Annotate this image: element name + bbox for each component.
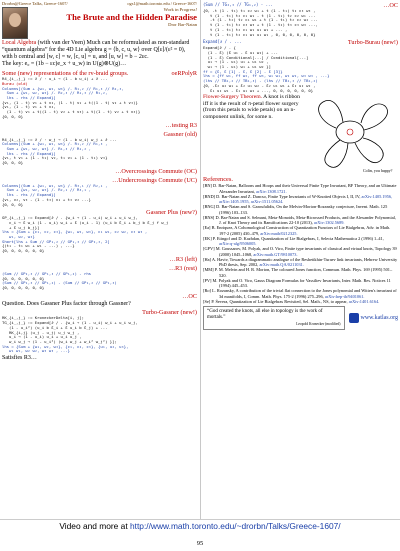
references-heading: References. — [203, 176, 233, 184]
header-right: ogs1@math.toronto.edu / Greece-1607/ — [127, 1, 197, 6]
section-testing-r3-tag: …testing R3 — [165, 121, 197, 129]
turbo-burau-label: Expand[∂ / . ... — [203, 39, 242, 45]
satisfies-r3: Satisfies R3… — [2, 355, 37, 362]
section-gassner-plus-tag: Gassner Plus (new?) — [146, 209, 197, 217]
reference-item: [BN] D. Bar-Natan, Balloons and Hoops and their Universal Finite Type Invariant, BF Theory, and an Ultimate Alexander Invariant, arXiv:1308.1721. — [203, 183, 397, 194]
title-row — [0, 6, 199, 39]
face-shape — [9, 13, 21, 27]
reference-item: [Se] P. Ševera, Quantization of Lie Bialgebras Revisited, Sel. Math., NS, to appear, arXiv:1401.6164. — [203, 298, 380, 304]
flower-surgery-block — [203, 94, 398, 174]
section-oc — [2, 168, 197, 175]
kronecker-quote — [203, 306, 345, 330]
reference-item: [Ha] A. Haviv, Towards a diagrammatic analogue of the Reshetikhin-Turaev link invariants, Hebrew University PhD thesis, Sep. 2002, arXiv:math.QA/0211031. — [203, 256, 398, 267]
reference-link[interactable]: arXiv:1308.1721. — [256, 188, 287, 194]
page-number: 95 — [196, 540, 204, 547]
section-reps-label: Some (new) representations of the rv-braid groups. — [2, 70, 129, 78]
section-uc-tag: …Undercrossings Commute (UC) — [112, 176, 197, 184]
question-paragraph: Question. Does Gassner Plus factor through Gassner? — [2, 300, 131, 307]
header-left: Drorbn@Greece Talks, Greece-1607/ — [2, 1, 68, 6]
reference-link[interactable]: arXiv:math.GT/9810073. — [253, 251, 298, 257]
references-list — [201, 183, 400, 304]
code-block-gassner-plus: GP_{i_,j_} := Expand[∂ / . {w_i → (1 - u_i) w_i + u_i w_j, c_i → ε w_i (1 - u_i) w_i + ε (u_i - 1) (u_i b ε_i + b_j b ε_j f w_j + ε u_j b_j}] lhs = {Sum + {c₁, c₂, c₃}, {w₁, w₂, w₃}, c₁ w₁, c₂ w₂, c₃ w₃ , w₁, w₂, w₃} Short[lhs + Sum // GP₁,₂ // GP₁,₃ // GP₂,₃, 2] {(t₁ - t₁ w₁ + w₁ - ...) , ...} {0, 0, 0, 0, 0, 0} — [2, 215, 169, 254]
reference-item: [PV] M. Polyak and O. Viro, Gauss Diagram Formulas for Vassiliev Invariants, Inter. Math. Res. Notices 11 (1994) 445–453. — [203, 277, 391, 288]
reference-item: [EK] P. Etingof and D. Kazhdan, Quantization of Lie Bialgebras, I, Selecta Mathematica 2 (1996) 1–41, arXiv:q-alg/9506005. — [203, 235, 384, 246]
figure-caption: Colin, you happy? — [363, 168, 393, 174]
katlas-logo-icon — [349, 313, 359, 323]
petal-bottom-right — [355, 138, 383, 163]
code-block-turbo-gassner: RK_{i_,j_} := KroneckerDelta[i, j]; TG_{i_,j_} := Expand[∂ / . {w_i → (1 - u_i) w_i + u_i w_j, (1 - u_i²) (u_i b ε_i + ε u_i b ε_j) + ... RK_{i,j} (u_j - u_j) u_j w_j , u_i → (1 - u_i) u_i + u_i u_j , w_i w_j → (1 - u_i²) (w_i w_j + w_i² w_j²) }]; lhs = {Sum + {w₁, w₂, w₃}, {c₁, c₂, c₃}, {u₁, u₂, u₃}, w₁ w₁, w₂ w₂, w₃ w₃ , ...} — [2, 315, 138, 354]
center-mark — [347, 129, 353, 135]
intro-text: (with van der Veen) Much can be reformulated as non-standard “quantum algebra” for the 4D Lie algebra g = ⟨b, c, u, w⟩ over Q[ε]/(ε² = 0), with b central and [w, c] = w, [c, u] = u, and [u, w] = b − 2εc. — [2, 40, 190, 60]
reference-item: [BNS] D. Bar-Natan and S. Selmani, Meta-Monoids, Meta-Bicrossed Products, and the Alexander Polynomial, J. of Knot Theory and its Ramifications 22-10 (2013), arXiv:1302.5689. — [203, 214, 396, 225]
flower-surgery-figure — [303, 94, 398, 174]
petal-bottom-left — [325, 140, 348, 167]
code-block-burau: R4_{i_,j_} := ∂ / · u_i → (1 - b u_i) + ∂ ... Burau (old) Columns[(Sum + {w₁, w₂, w₃} /. R₁,₂ // R₁,₃ // R₂,₃, Sum + {w₁, w₂, w₃} /. R₂,₃ // R₁,₃ // R₁,₂, lhs - rhs // Expand}] {v₁, (1 - t) v₁ + t v₂, (1 - t) v₁ + t((1 - t) v₂ + t v₃)} {v₁, (1 - t) v₁ + t v₂, (1 - t) v₁ + t((1 - t) v₂ + t v₃) + t((1 - t) v₂ + t v₃)} {0, 0, 0} — [2, 76, 141, 119]
quote-attribution: Leopold Kronecker (modified) — [296, 322, 341, 326]
reference-item: [MM] P. M. Melvin and H. R. Morton, The coloured Jones function, Commun. Math. Phys. 169 (1995) 501–520. — [203, 267, 393, 278]
intro-heading: Local Algebra — [2, 40, 37, 46]
section-oc-tag: …Overcrossings Commute (OC) — [115, 167, 197, 175]
katlas-badge[interactable] — [349, 313, 399, 323]
intro-paragraph — [2, 40, 197, 60]
reference-link[interactable]: arXiv:hep-th/9401061. — [324, 293, 365, 299]
quote-text: “God created the knots, all else in topology is the work of mortals.” — [207, 309, 323, 320]
section-r3-left — [2, 256, 197, 263]
reference-item: [BNG] D. Bar-Natan and S. Garoufalidis, On the Melvin-Morton-Rozansky conjecture, Invent. Math. 125 (1996) 103–133. — [203, 204, 388, 215]
code-block-gassner: R4_{i_,j_} := ∂ / · w_j → (1 - b w_i) w_j + ∂ ... Columns[(Sum + {w₁, w₂, w₃} /. R₁,₂ // R₁,₃ , Sum + {w₁, w₂, w₃} /. R₁,₃ // R₁,₂ , lhs - rhs // Expand}] {v₁, t v₁ + (1 - t₁) v₂, t₁ v₁ + (1 - t₁) v₃} {0, 0, 0} — [2, 136, 117, 166]
reference-item: [GPV] M. Goussarov, M. Polyak, and O. Viro, Finite type invariants of classical and virtual knots, Topology 39 (2000) 1045–1068, arXiv:math.GT/9810073. — [203, 246, 397, 257]
turbo-burau-tag: Turbo-Burau (new!) — [347, 39, 398, 47]
flower-surgery-body: A knot is ribbon iff it is the result of π-petal flower surgery (from this petals to wide petals) on an n-component unlink, for some n. — [203, 94, 300, 121]
reference-item: [Ea] B. Enriquez, A Cohomological Construction of Quantization Functors of Lie Bialgebras, Adv. in Math. 197-2 (2005) 430–479, arXiv:math/0212325. — [203, 225, 391, 236]
author-photo — [2, 7, 28, 39]
caption-link[interactable]: http://www.math.toronto.edu/~drorbn/Talks/Greece-1607/ — [129, 521, 341, 531]
reference-link[interactable]: arXiv:1401.6164. — [348, 298, 380, 304]
page-title: The Brute and the Hidden Paradise — [66, 12, 197, 22]
caption-prefix: Video and more at — [59, 521, 130, 531]
section-r3-left-tag: …R3 (left) — [169, 255, 197, 263]
right-column — [201, 0, 400, 519]
video-caption — [0, 521, 400, 531]
code-block-turbo-burau: Expand[∂ / . { (1 - ε) (ε u₁ - ε u₁ w₂) + ... (1 - ε) Conditional[...] / Conditional[...] u₁ → (1 - u₁) u₁ + u₁ u₂ , w₁ → (1 - u₁) w₁ + u₁ w₂ }] ff = {ε, ε [1] - ε, ε [2] - ε [3]} lhs = {ff w₁, ff w₂, ff w₃, w₁ w₁, w₂ w₂, w₃ w₃ , ...} (lhs // TB₁,₂ // TB₁,₃) - (lhs // TB₁,₃ // TB₁,₂) {0, -ε₂ u₂ w₁ + ε₂ u₁ w₂ - ε₂ u₁ w₁ + ε₂ u₂ w₂ , ε₁ u₂ w₁ - ε₁ u₁ w₂ + ..., 0, 0, 0, 0, 0, 0} — [203, 45, 330, 93]
reference-item: [Ro] L. Rozansky, A contribution of the trivial flat connection to the Jones polynomial and Witten's invariant of 3d manifolds, I, Comm. Math. Phys. 175-2 (1996) 275–296, arXiv:hep-th/9401061. — [203, 288, 397, 299]
reference-link[interactable]: arXiv:1405.1956, arXiv:1405.1955, arXiv:1511.05624. — [219, 193, 393, 204]
quote-row — [203, 306, 398, 330]
right-top-label: (Sum // TG₂,₃ // TG₁,₂) - ... — [203, 2, 273, 7]
section-oc-2-tag: …OC — [182, 292, 197, 300]
reference-link[interactable]: arXiv:1302.5689. — [313, 220, 345, 225]
center-loop — [336, 121, 364, 143]
section-oc-2 — [2, 293, 197, 300]
flower-surgery-text — [203, 94, 303, 174]
flower-surgery-heading: Flower-Surgery Theorem. — [203, 94, 263, 101]
katlas-link[interactable]: www.katlas.org — [360, 315, 398, 321]
reference-link[interactable]: arXiv:q-alg/9506005. — [219, 241, 257, 246]
section-turbo-gassner-tag: Turbo-Gassner (new!) — [142, 309, 197, 317]
work-in-progress: Work in Progress! — [163, 7, 197, 12]
reference-item: [BND] D. Bar-Natan and Z. Dancso, Finite Type Invariants of W-Knotted Objects I, II, IV, arXiv:1405.1956, arXiv:1405.1955, arXiv:1511.05624. — [203, 193, 393, 204]
section-reps-tag: oeRPolyR — [171, 70, 197, 78]
section-testing-r3 — [2, 122, 197, 129]
reference-link[interactable]: arXiv:math/0212325. — [260, 230, 298, 236]
petal-top-left — [319, 101, 343, 129]
code-block-r3-rest: (Sum // GP₂,₃ // GP₁,₃ // GP₁,₂) - rhs {0, 0, 0, 0, 0, 0} (Sum // GP₁,₃ // GP₁,₂) - (Sum // GP₁,₂ // GP₁,₃) {0, 0, 0, 0, 0, 0} — [2, 270, 117, 290]
left-column — [0, 0, 199, 519]
section-gassner-tag: Gassner (old) — [163, 130, 197, 138]
code-block-right-1: {0, -t (1 - t₁) t₁ c₂ w₁ + t (1 - t₁) t₂ c₃ w₃ , t (1 - t₁) t₂ c₁ w₁ - t (1 - t₁) t₂ c₂ w₁ ... -t (1 - t₂) t₂ c₁ w₁ + t (1 - t₁) t₂ c₂ w₂ ... t (1 - t₁) t₂ c₃ w₃ + t (1 - t₂) t₃ c₃ w₃ ..., t (1 - t₁) t₂ c₁ w₁ u₁ w₁ + ... , t (1 - t₁) t₂ c₁ w₁ u₁ w₁ , 0, 0, 0, 0, 0, 0} — [203, 8, 318, 37]
key-paragraph: The key: e₀ = (1b − εc)e_x + u_w) in U(g)⊗U(g)… — [2, 61, 127, 68]
reference-link[interactable]: arXiv:math.QA/0211031. — [259, 262, 304, 267]
code-block-uc: Columns[(Sum + {w₁, w₂, w₃} /. R₃,₁ // R₂,₁ , Sum + {w₁, w₂, w₃} /. R₂,₁ // R₃,₁ , lhs - rhs // Expand}] {v₁, v₂, v₃ - (1 - t₃) v₁ + t₃ v₂ ...} {0, 0, 0} — [2, 182, 108, 207]
section-r3-rest-tag: …R3 (rest) — [168, 264, 197, 272]
petal-top-right — [361, 104, 388, 130]
author-name: Dror Bar-Natan — [168, 22, 197, 27]
right-top-tag: …OC — [383, 2, 398, 9]
title-block — [31, 7, 197, 27]
